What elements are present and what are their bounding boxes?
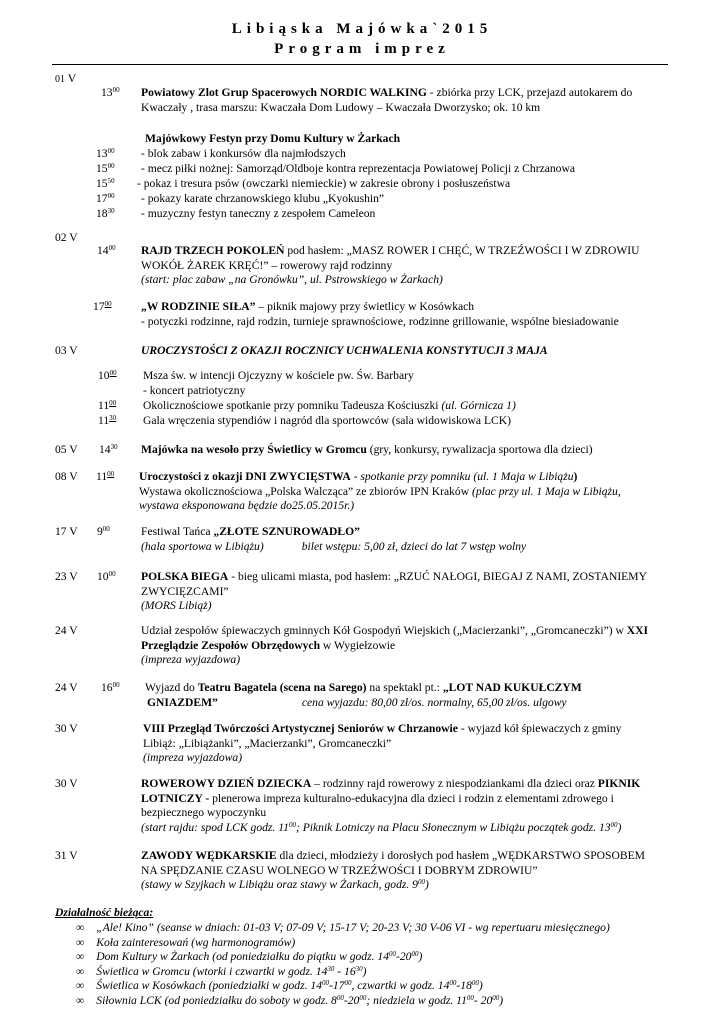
infinity-bullet-icon: ∞ xyxy=(76,950,85,964)
list-item: ∞ Koła zainteresowań (wg harmonogramów) xyxy=(76,935,296,949)
infinity-bullet-icon: ∞ xyxy=(76,993,85,1007)
list-item: ∞ „Ale! Kino” (seanse w dniach: 01-03 V; 07-09 V; 15-17 V; 20-23 V; 30 V-06 VI - wg repertuaru miesięcznego) xyxy=(76,921,610,934)
event-festyn-title: Majówkowy Festyn przy Domu Kultury w Żarkach xyxy=(145,132,401,145)
event-nordic-walking: Powiatowy Zlot Grup Spacerowych NORDIC WALKING - zbiórka przy LCK, przejazd autokarem do Kwaczały , trasa marszu: Kwaczała Dom Ludowy – Kwaczała Dworzysko; ok. 10 km xyxy=(141,86,633,114)
time-0900: $9^{00}$ xyxy=(97,525,110,538)
time-1400: $14^{00}$ xyxy=(97,244,116,257)
event-teatr-bagatela: Wyjazd do Teatru Bagatela (scena na Sarego) na spektakl pt.: „LOT NAD KUKUŁCZYM GNIAZDEM” cena wyjazdu: 80,00 zł/os. normalny, 65,00 zł/os. ulgowy xyxy=(145,681,582,709)
konstytucja-schedule xyxy=(98,369,698,429)
date-24-may: 24 V xyxy=(55,624,78,637)
time-1600: $16^{00}$ xyxy=(101,681,120,694)
infinity-bullet-icon: ∞ xyxy=(76,935,85,949)
date-17-may: 17 V xyxy=(55,525,78,538)
event-polska-biega: POLSKA BIEGA - bieg ulicami miasta, pod hasłem: „RZUĆ NAŁOGI, BIEGAJ Z NAMI, ZOSTANIEMY ZWYCIĘZCAMI” (MORS Libiąż) xyxy=(141,570,647,613)
list-item: $15^{50}$ - pokaz i tresura psów (owczarki niemieckie) w zakresie obrony i posłuszeństwa xyxy=(96,177,511,190)
current-activities-heading: Działalność bieżąca: xyxy=(55,906,154,919)
event-konstytucja-heading: UROCZYSTOŚCI Z OKAZJI ROCZNICY UCHWALENIA KONSTYTUCJI 3 MAJA xyxy=(141,344,548,357)
date-02-may: 02 V xyxy=(55,231,78,244)
list-item: $15^{00}$ - mecz piłki nożnej: Samorząd/Oldboje kontra reprezentacja Powiatowej Policji z Chrzanowa xyxy=(96,162,575,175)
date-03-may: 03 V xyxy=(55,344,78,357)
list-item: $18^{30}$ - muzyczny festyn taneczny z zespołem Cameleon xyxy=(96,207,376,220)
list-item: $11^{00}$ Okolicznościowe spotkanie przy pomniku Tadeusza Kościuszki (ul. Górnicza 1) xyxy=(98,399,516,412)
date-01-may: 01 V xyxy=(55,72,77,85)
date-30-may: 30 V xyxy=(55,722,78,735)
time-1100: $11^{00}$ xyxy=(96,470,115,483)
date-05-may: 05 V xyxy=(55,443,78,456)
event-zawody-wedkarskie: ZAWODY WĘDKARSKIE dla dzieci, młodzieży i dorosłych pod hasłem „WĘDKARSTWO SPOSOBEM NA SPĘDZANIE CZASU WOLNEGO W TRZEŹWOŚCI I DOBRYM ZDROWIU” (stawy w Szyjkach w Libiążu oraz stawy w Żarkach, godz. $9^{00}$) xyxy=(141,849,645,892)
infinity-bullet-icon: ∞ xyxy=(76,921,85,934)
date-08-may: 08 V xyxy=(55,470,78,483)
time-1300: $13^{00}$ xyxy=(101,86,120,99)
list-item: ∞ Świetlica w Kosówkach (poniedziałki w godz. $14^{00}-17^{00}$, czwartki w godz. $14^{00}-18^{00}$) xyxy=(76,979,483,993)
list-item: ∞ Siłownia LCK (od poniedziałku do soboty w godz. $8^{00}-20^{00}$; niedziela w godz. $11^{00}-$ $20^{00}$) xyxy=(76,993,504,1007)
date-30-may: 30 V xyxy=(55,777,78,790)
event-majowka-gromiec: Majówka na wesoło przy Świetlicy w Gromcu (gry, konkursy, rywalizacja sportowa dla dzieci) xyxy=(141,443,593,456)
current-activities-list xyxy=(76,921,716,1009)
list-item: ∞ Świetlica w Gromcu (wtorki i czwartki w godz. $14^{30} - 16^{30}$) xyxy=(76,964,367,978)
list-item: $13^{00}$ - blok zabaw i konkursów dla najmłodszych xyxy=(96,147,346,160)
date-23-may: 23 V xyxy=(55,570,78,583)
event-przeglad-zespolow: Udział zespołów śpiewaczych gminnych Kół Gospodyń Wiejskich („Macierzanki”, „Gromcaneczki”) w XXI Przeglądzie Zespołów Obrzędowych w Wygiełzowie (impreza wyjazdowa) xyxy=(141,624,649,667)
list-item: ∞ Dom Kultury w Żarkach (od poniedziałku do piątku w godz. $14^{00}-20^{00}$) xyxy=(76,950,423,964)
list-item: $10^{00}$ Msza św. w intencji Ojczyzny w kościele pw. Św. Barbary xyxy=(98,369,414,382)
list-item: - koncert patriotyczny xyxy=(143,384,246,397)
list-item: $11^{30}$ Gala wręczenia stypendiów i nagród dla sportowców (sala widowiskowa LCK) xyxy=(98,414,511,427)
date-31-may: 31 V xyxy=(55,849,78,862)
infinity-bullet-icon: ∞ xyxy=(76,979,85,993)
festyn-schedule xyxy=(96,147,696,222)
list-item: $17^{00}$ - pokazy karate chrzanowskiego klubu „Kyokushin” xyxy=(96,192,385,205)
event-w-rodzinie-sila: „W RODZINIE SIŁA” – piknik majowy przy świetlicy w Kosówkach - potyczki rodzinne, rajd rodzin, turnieje sprawnościowe, rodzinne grillowanie, wspólne biesiadowanie xyxy=(141,300,619,328)
date-24-may: 24 V xyxy=(55,681,78,694)
time-1700: $17^{00}$ xyxy=(93,300,112,313)
page-subtitle: Program imprez xyxy=(274,41,450,57)
header-divider xyxy=(52,64,668,65)
time-1430: $14^{30}$ xyxy=(99,443,118,456)
event-dni-zwyciestwa: Uroczystości z okazji DNI ZWYCIĘSTWA - spotkanie przy pomniku (ul. 1 Maja w Libiążu) Wystawa okolicznościowa „Polska Walcząca” ze zbiorów IPN Kraków (plac przy ul. 1 Maja w Libiążu, wystawa eksponowana będzie do25.05.2015r.) xyxy=(139,470,621,513)
infinity-bullet-icon: ∞ xyxy=(76,964,85,978)
event-przeglad-seniorow: VIII Przegląd Twórczości Artystycznej Seniorów w Chrzanowie - wyjazd kół śpiewaczych z gminy Libiąż: „Libiążanki”, „Macierzanki”, Gromcaneczki” (impreza wyjazdowa) xyxy=(143,722,622,765)
event-rajd-trzech-pokolen: RAJD TRZECH POKOLEŃ pod hasłem: „MASZ ROWER I CHĘĆ, W TRZEŹWOŚCI I W ZDROWIU WOKÓŁ ŻAREK KRĘĆ!” – rowerowy rajd rodzinny (start: plac zabaw „na Gronówku”, ul. Pstrowskiego w Żarkach) xyxy=(141,244,640,287)
event-zlote-sznurowadlo: Festiwal Tańca „ZŁOTE SZNUROWADŁO” (hala sportowa w Libiążu) bilet wstępu: 5,00 zł, dzieci do lat 7 wstęp wolny xyxy=(141,525,527,553)
event-rowerowy-dzien-dziecka: ROWEROWY DZIEŃ DZIECKA – rodzinny rajd rowerowy z niespodziankami dla dzieci oraz PIKNIK LOTNICZY - plenerowa impreza kulturalno-edukacyjna dla dzieci i rodzin z elementami zdrowego i bezpiecznego wypoczynku (start rajdu: spod LCK godz. $11^{00}$; Piknik Lotniczy na Placu Słonecznym w Libiążu początek godz. $13^{00}$) xyxy=(141,777,641,834)
page-title: Libiąska Majówka`2015 xyxy=(231,21,493,37)
time-1000: $10^{00}$ xyxy=(97,570,116,583)
